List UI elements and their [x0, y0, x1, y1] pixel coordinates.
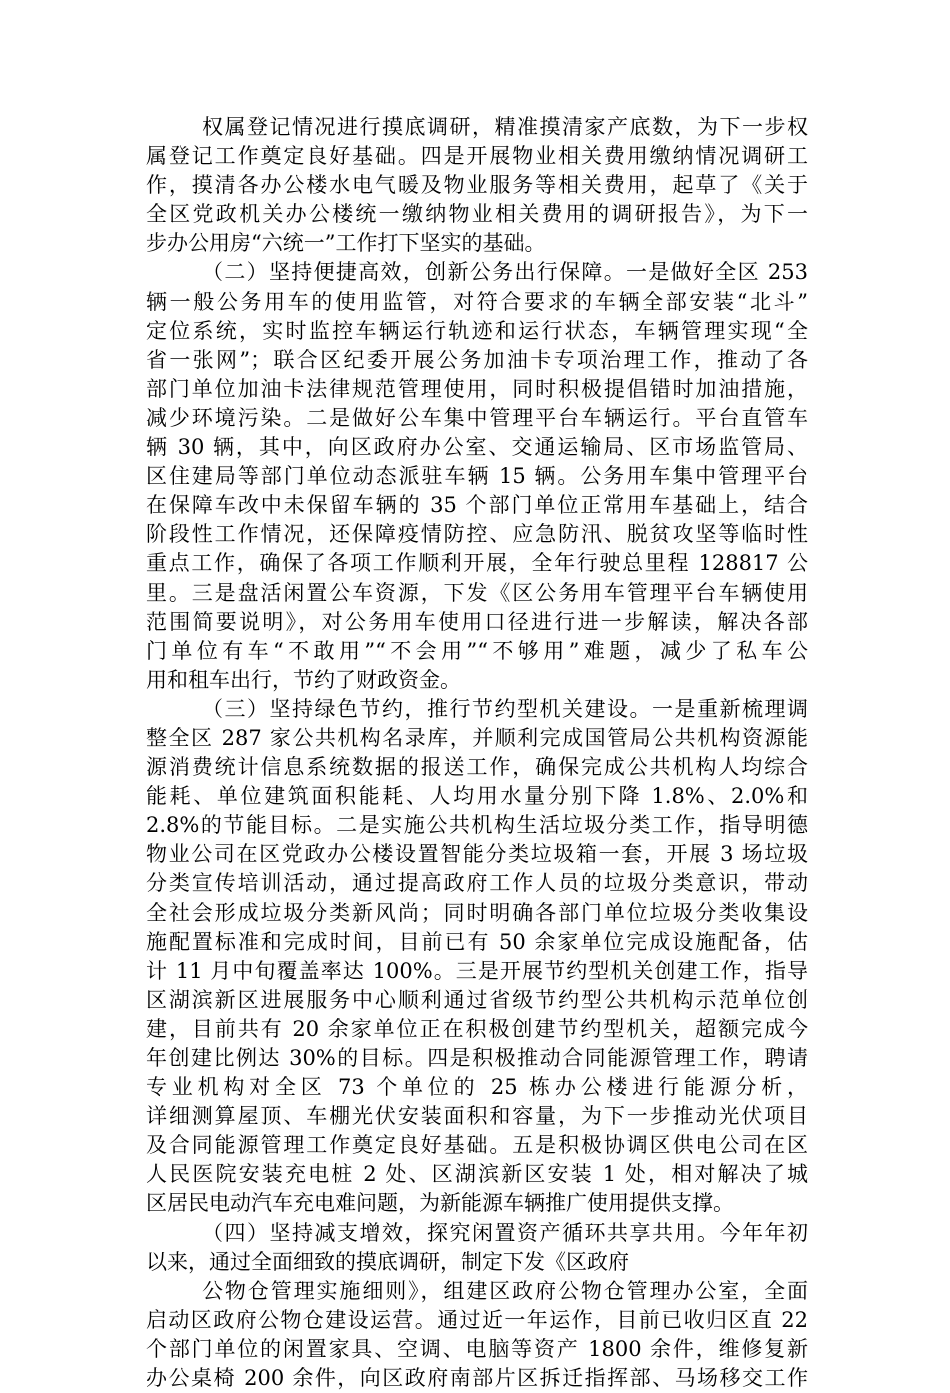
text-line: 建，目前共有 20 余家单位正在积极创建节约型机关，超额完成今 — [146, 1016, 808, 1041]
text-line: 2.8%的节能目标。二是实施公共机构生活垃圾分类工作，指导明德 — [146, 813, 808, 838]
text-line: 专业机构对全区 73 个单位的 25 栋办公楼进行能源分析， — [146, 1075, 808, 1100]
text-line: 范围简要说明》，对公务用车使用口径进行进一步解读，解决各部 — [146, 609, 808, 634]
text-line: 属登记工作奠定良好基础。四是开展物业相关费用缴纳情况调研工 — [146, 144, 808, 169]
text-line: 源消费统计信息系统数据的报送工作，确保完成公共机构人均综合 — [146, 755, 808, 780]
text-line: 区居民电动汽车充电难问题，为新能源车辆推广使用提供支撑。 — [146, 1191, 734, 1216]
text-line: 省一张网”；联合区纪委开展公务加油卡专项治理工作，推动了各 — [146, 347, 808, 372]
text-line: 重点工作，确保了各项工作顺利开展，全年行驶总里程 128817 公 — [146, 551, 808, 576]
text-line: （二）坚持便捷高效，创新公务出行保障。一是做好全区 253 — [202, 260, 808, 285]
text-line: 在保障车改中未保留车辆的 35 个部门单位正常用车基础上，结合 — [146, 493, 808, 518]
text-line: 施配置标准和完成时间，目前已有 50 余家单位完成设施配备，估 — [146, 929, 808, 954]
text-line: 区湖滨新区进展服务中心顺利通过省级节约型公共机构示范单位创 — [146, 987, 808, 1012]
body-text — [146, 113, 808, 1393]
text-line: 里。三是盘活闲置公车资源，下发《区公务用车管理平台车辆使用 — [146, 580, 808, 605]
text-line: 以来，通过全面细致的摸底调研，制定下发《区政府 — [146, 1249, 629, 1274]
text-line: （四）坚持减支增效，探究闲置资产循环共享共用。今年年初 — [202, 1220, 808, 1245]
text-line: 用和租车出行，节约了财政资金。 — [146, 667, 461, 692]
text-line: （三）坚持绿色节约，推行节约型机关建设。一是重新梳理调 — [202, 696, 808, 721]
text-line: 定位系统，实时监控车辆运行轨迹和运行状态，车辆管理实现“全 — [146, 318, 808, 343]
text-line: 整全区 287 家公共机构名录库，并顺利完成国管局公共机构资源能 — [146, 725, 808, 750]
text-line: 权属登记情况进行摸底调研，精准摸清家产底数，为下一步权 — [202, 115, 808, 139]
text-line: 能耗、单位建筑面积能耗、人均用水量分别下降 1.8%、2.0%和 — [146, 784, 808, 809]
text-line: 部门单位加油卡法律规范管理使用，同时积极提倡错时加油措施， — [146, 376, 808, 401]
text-line: 年创建比例达 30%的目标。四是积极推动合同能源管理工作，聘请 — [146, 1046, 808, 1070]
text-line: 计 11 月中旬覆盖率达 100%。三是开展节约型机关创建工作，指导 — [146, 958, 808, 983]
text-line: 及合同能源管理工作奠定良好基础。五是积极协调区供电公司在区 — [146, 1133, 808, 1158]
text-line: 详细测算屋顶、车棚光伏安装面积和容量，为下一步推动光伏项目 — [146, 1104, 808, 1129]
text-line: 启动区政府公物仓建设运营。通过近一年运作，目前已收归区直 22 — [146, 1307, 808, 1332]
text-line: 辆 30 辆，其中，向区政府办公室、交通运输局、区市场监管局、 — [146, 435, 808, 460]
text-line: 步办公用房“六统一”工作打下坚实的基础。 — [146, 231, 546, 256]
text-line: 公物仓管理实施细则》，组建区政府公物仓管理办公室，全面 — [202, 1278, 808, 1303]
text-line: 减少环境污染。二是做好公车集中管理平台车辆运行。平台直管车 — [146, 405, 808, 430]
text-line: 门单位有车“不敢用”“不会用”“不够用”难题，减少了私车公 — [146, 638, 808, 663]
text-line: 个部门单位的闲置家具、空调、电脑等资产 1800 余件，维修复新 — [146, 1336, 808, 1361]
text-line: 阶段性工作情况，还保障疫情防控、应急防汛、脱贫攻坚等临时性 — [146, 522, 808, 547]
text-line: 全社会形成垃圾分类新风尚；同时明确各部门单位垃圾分类收集设 — [146, 900, 808, 925]
text-line: 作，摸清各办公楼水电气暖及物业服务等相关费用，起草了《关于 — [146, 173, 808, 198]
text-line: 辆一般公务用车的使用监管，对符合要求的车辆全部安装“北斗” — [146, 289, 808, 314]
text-line: 物业公司在区党政办公楼设置智能分类垃圾箱一套，开展 3 场垃圾 — [146, 842, 808, 867]
text-line: 全区党政机关办公楼统一缴纳物业相关费用的调研报告》，为下一 — [146, 202, 808, 227]
text-line: 办公桌椅 200 余件，向区政府南部片区拆迁指挥部、马场移交工作 — [146, 1366, 808, 1391]
text-line: 人民医院安装充电桩 2 处、区湖滨新区安装 1 处，相对解决了城 — [146, 1162, 808, 1187]
text-line: 分类宣传培训活动，通过提高政府工作人员的垃圾分类意识，带动 — [146, 871, 808, 896]
text-line: 区住建局等部门单位动态派驻车辆 15 辆。公务用车集中管理平台 — [146, 464, 808, 489]
